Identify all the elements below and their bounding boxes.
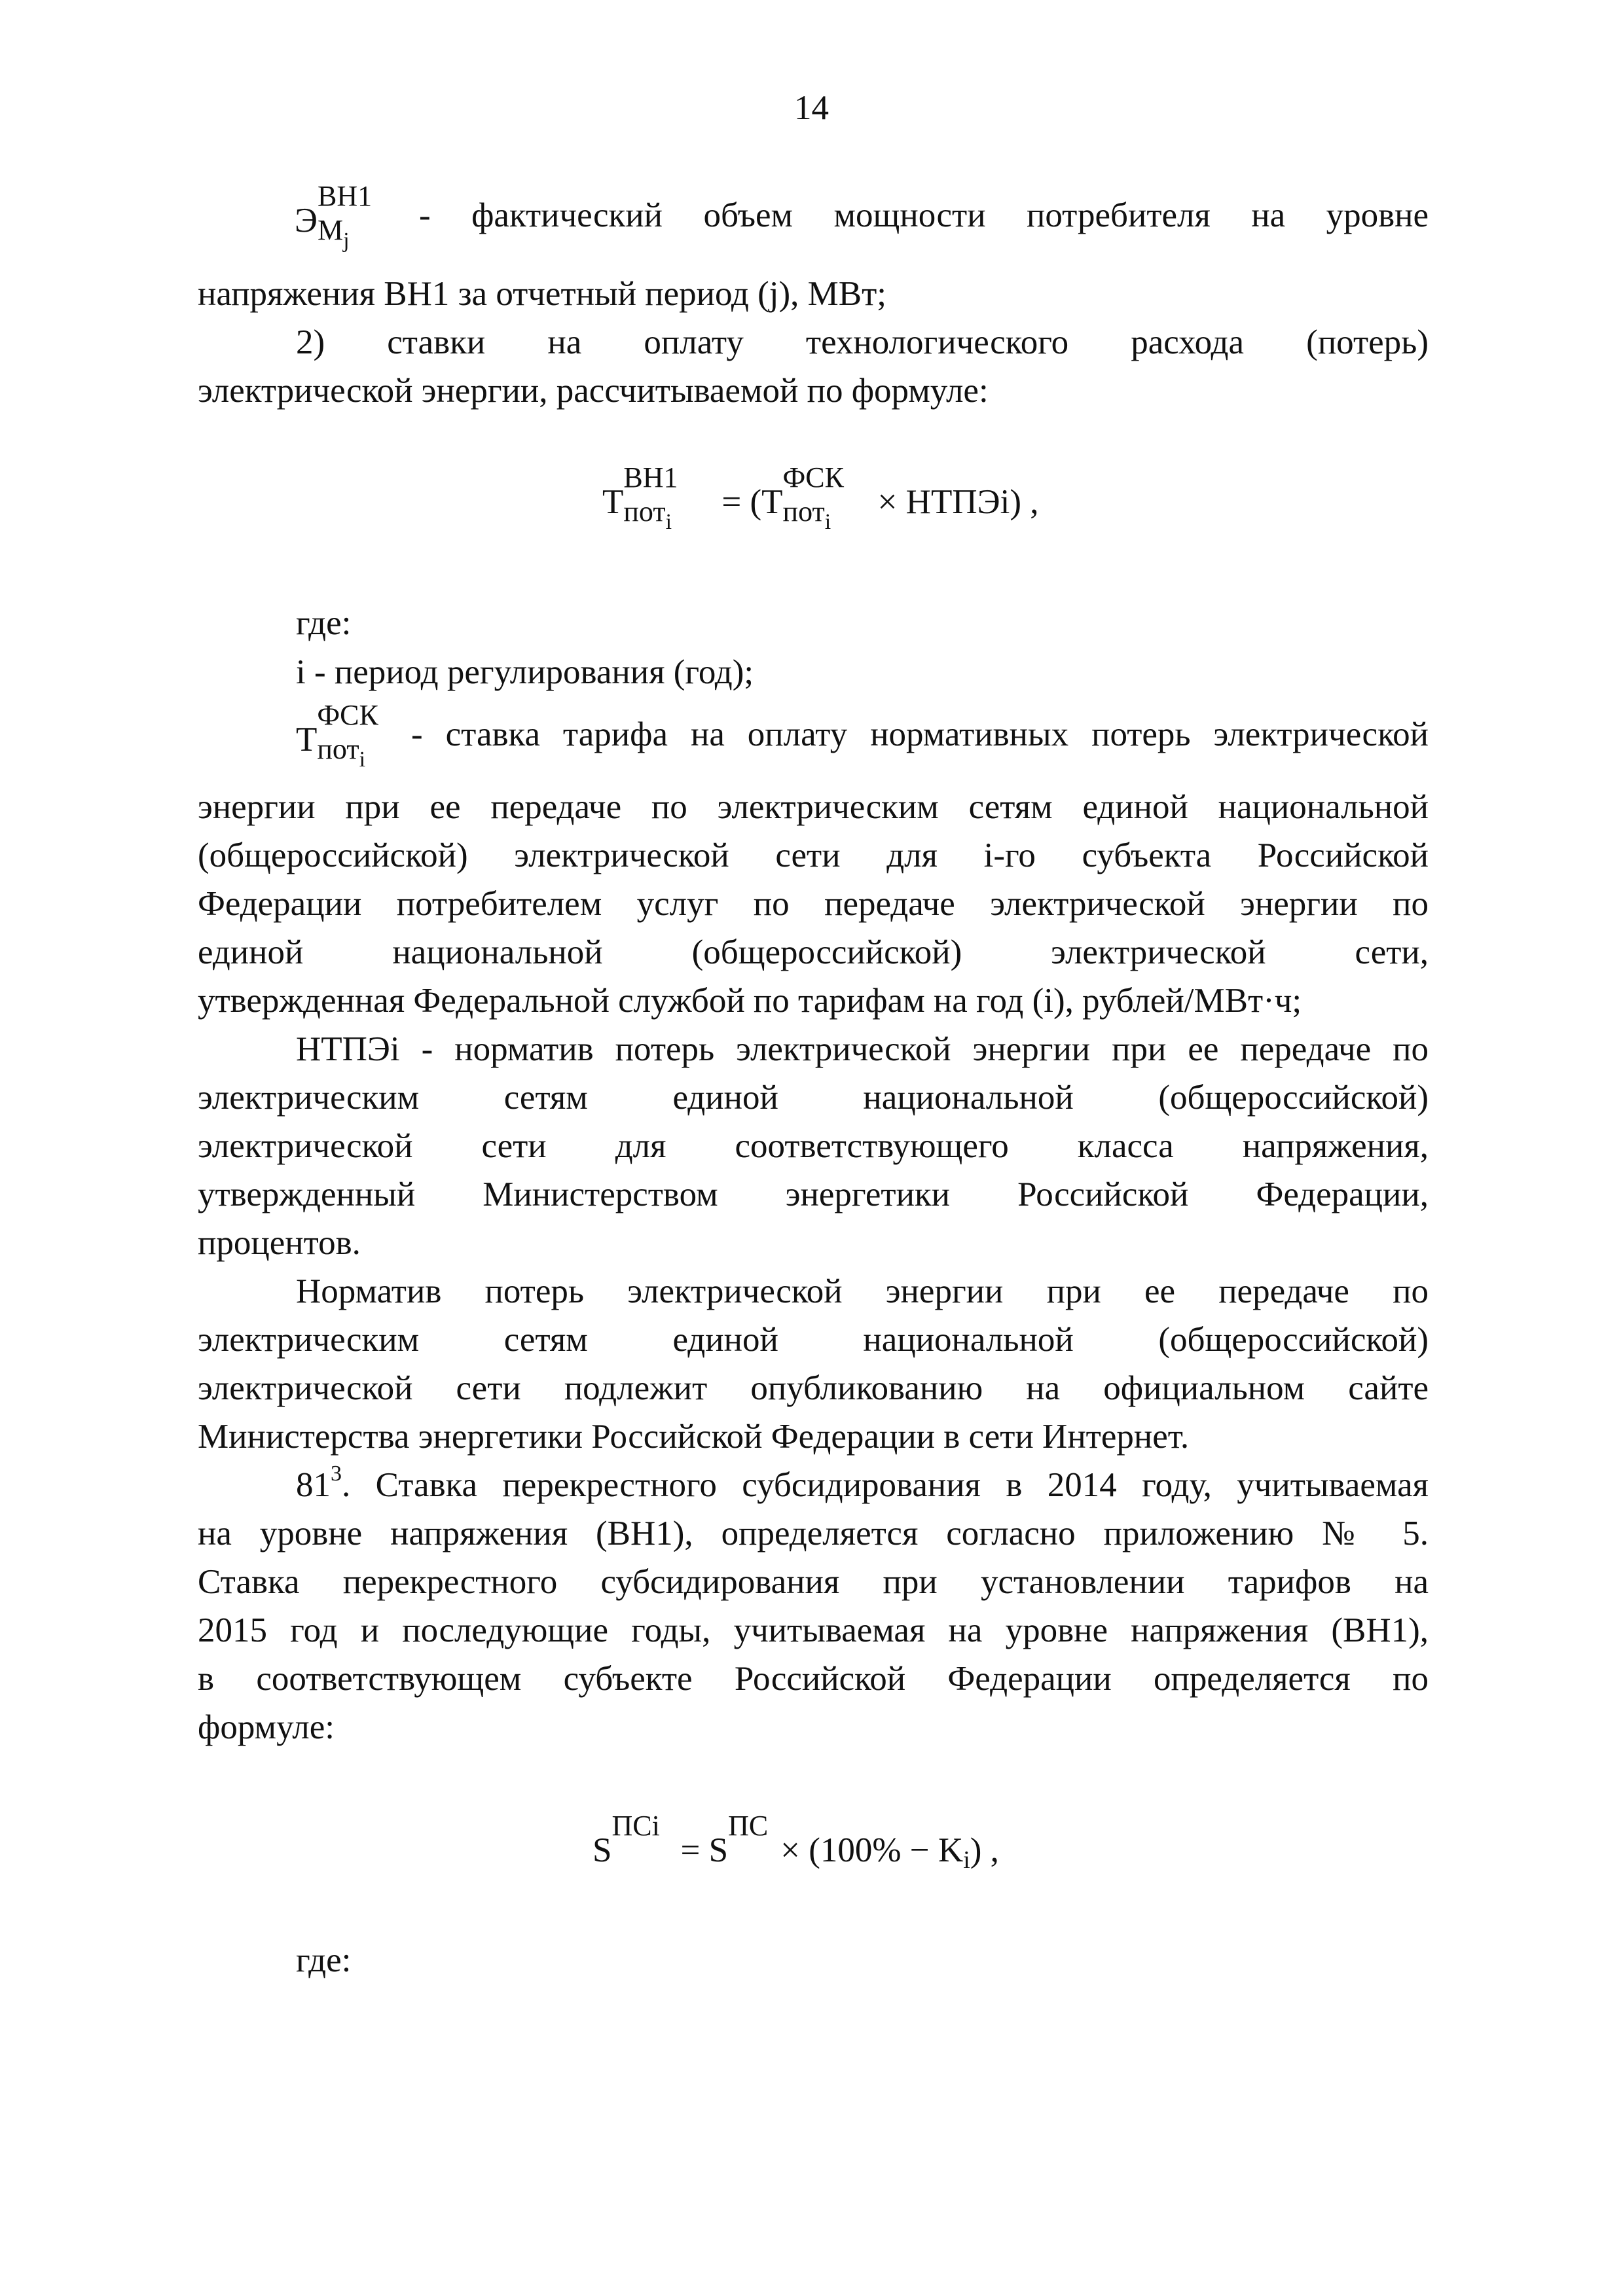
note-line3: электрической сети подлежит опубликованию на официальном сайте (198, 1369, 1429, 1407)
item-2 (296, 318, 1429, 367)
clause-line4: 2015 год и последующие годы, учитываемая на уровне напряжения (ВН1), (198, 1611, 1429, 1649)
ntpe-line3: электрической сети для соответствующего класса напряжения, (198, 1127, 1429, 1165)
note-line2: электрическим сетям единой национальной (общероссийской) (198, 1321, 1429, 1359)
note-line4: Министерства энергетики Российской Федерации в сети Интернет. (198, 1418, 1190, 1456)
t-fsk-line6: утвержденная Федеральной службой по тарифам на год (i), рублей/МВт·ч; (198, 982, 1302, 1020)
where-label-2: где: (296, 1941, 352, 1979)
ntpe-line5: процентов. (198, 1224, 361, 1262)
definition-i: i - период регулирования (год); (296, 653, 754, 691)
clause-line6: формуле: (198, 1708, 335, 1746)
formula1-rhs: Т ФСК пот$_i$ (761, 461, 845, 534)
formula2-rhs: S ПС (708, 1810, 769, 1869)
t-fsk-line3: (общероссийской) электрической сети для i-го субъекта Российской (198, 836, 1429, 874)
formula2-eq: = (680, 1831, 709, 1869)
em-symbol: Э ВН1 $M_j$ (295, 180, 373, 253)
t-fsk-line1: - ставка тарифа на оплату нормативных потерь электрической (411, 715, 1429, 753)
formula-cross-subsidy (593, 1810, 999, 1878)
em-def-line1: - фактический объем мощности потребителя на уровне (419, 196, 1429, 234)
em-symbol-sup: ВН1 (318, 180, 373, 212)
item-2-line2: электрической энергии, рассчитываемой по формуле: (198, 372, 989, 410)
clause-line3: Ставка перекрестного субсидирования при установлении тарифов на (198, 1563, 1429, 1601)
clause-number: $81^3$ (296, 1462, 342, 1504)
formula1-lhs: Т ВН1 пот$_i$ (602, 461, 678, 534)
ntpe-line4: утвержденный Министерством энергетики Российской Федерации, (198, 1175, 1429, 1213)
t-fsk-line2: энергии при ее передаче по электрическим сетям единой национальной (198, 788, 1429, 826)
page-number: 14 (794, 89, 829, 127)
formula2-tail: × (100% − Ki) , (780, 1831, 999, 1874)
formula1-eq: = ( (721, 483, 762, 521)
t-fsk-symbol: Т ФСК пот$_i$ (296, 699, 378, 772)
t-fsk-line4: Федерации потребителем услуг по передаче электрической энергии по (198, 885, 1429, 923)
em-def-line2: напряжения ВН1 за отчетный период (j), МВт; (198, 275, 887, 313)
formula1-tail: × НТПЭi) , (877, 483, 1039, 521)
clause-line5: в соответствующем субъекте Российской Федерации определяется по (198, 1660, 1429, 1698)
clause-line1: . Ставка перекрестного субсидирования в 2014 году, учитываемая (342, 1466, 1429, 1504)
formula2-lhs: S ПСi (593, 1810, 660, 1869)
ntpe-line2: электрическим сетям единой национальной (общероссийской) (198, 1079, 1429, 1117)
item-2-line1: 2) ставки на оплату технологического расхода (потерь) (296, 323, 1429, 361)
clause-line2: на уровне напряжения (ВН1), определяется согласно приложению № 5. (198, 1515, 1429, 1552)
ntpe-line1: НТПЭi - норматив потерь электрической энергии при ее передаче по (296, 1030, 1429, 1068)
em-symbol-sub: $M_j$ (318, 214, 350, 253)
note-line1: Норматив потерь электрической энергии при ее передаче по (296, 1272, 1429, 1310)
t-fsk-line5: единой национальной (общероссийской) электрической сети, (198, 933, 1429, 971)
formula-tariff-losses (602, 461, 1039, 534)
where-label-1: где: (296, 604, 352, 642)
